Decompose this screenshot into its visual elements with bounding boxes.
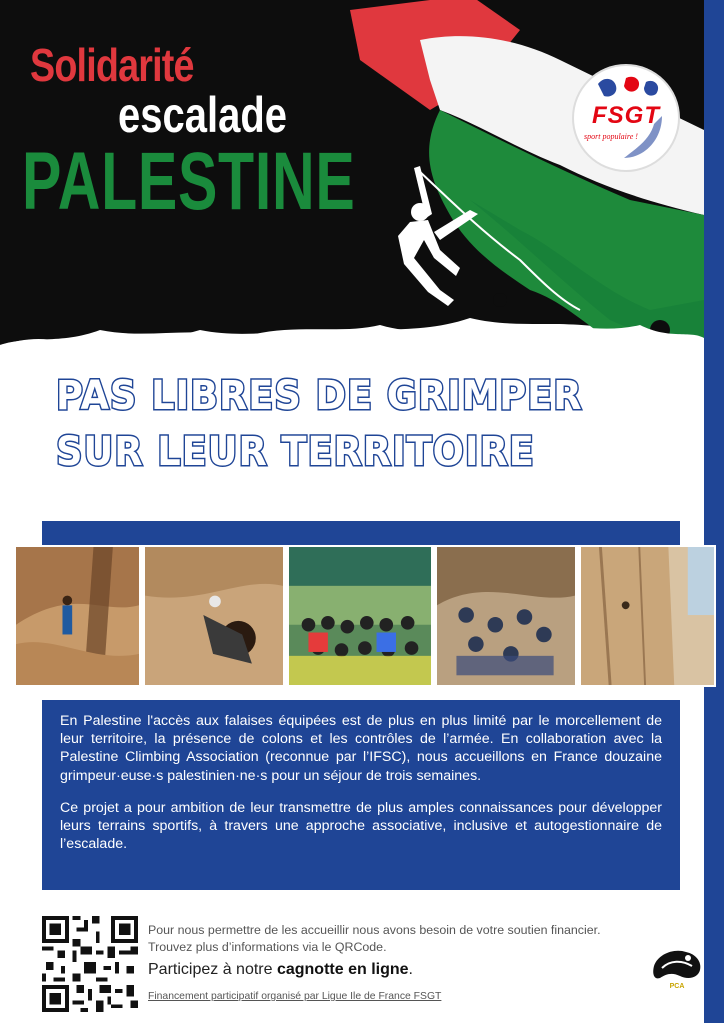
footer-support-text: Pour nous permettre de les accueillir nous avons besoin de votre soutien financier. Trouvez plus d’informations via le QRCode. bbox=[148, 923, 601, 954]
photo-climber-cliff bbox=[14, 545, 141, 687]
headline-line-2: SUR LEUR TERRITOIRE bbox=[56, 429, 535, 475]
footer-note-link[interactable]: Financement participatif organisé par Ligue Ile de France FSGT bbox=[148, 991, 442, 1002]
title-palestine: PALESTINE bbox=[22, 136, 356, 227]
cta-prefix: Participez à notre bbox=[148, 961, 277, 978]
fsgt-logo[interactable] bbox=[574, 66, 678, 170]
qr-code[interactable] bbox=[42, 916, 138, 1012]
photo-group-outdoor bbox=[435, 545, 577, 687]
title-solidarite: Solidarité bbox=[30, 39, 194, 91]
headline-line-1: PAS LIBRES DE GRIMPER bbox=[56, 373, 583, 419]
side-accent-bar bbox=[704, 0, 724, 1023]
description-paragraph-1: En Palestine l'accès aux falaises équipées est de plus en plus limité par le morcellement de leur territoire, la présence de colons et les contrôles de l’armée. En collaboration avec la Palestine Climbing Association (reconnue par l’IFSC), nous accueillons en France douzaine grimpeur·euse·s palestinien·ne·s pour un séjour de trois semaines. bbox=[60, 713, 662, 784]
pca-logo-text: PCA bbox=[669, 983, 685, 990]
cta-link[interactable]: cagnotte en ligne bbox=[276, 961, 409, 978]
footer-cta bbox=[148, 957, 618, 983]
cta-suffix: . bbox=[408, 961, 413, 978]
photo-group-gym bbox=[287, 545, 433, 687]
photo-climber-rock bbox=[143, 545, 285, 687]
photo-cliff-wall bbox=[579, 545, 716, 687]
fsgt-logo-text: FSGT bbox=[592, 102, 660, 129]
description-box bbox=[42, 700, 680, 890]
poster-title bbox=[22, 39, 362, 227]
title-escalade: escalade bbox=[118, 87, 288, 143]
headline bbox=[56, 368, 676, 480]
footer-text bbox=[148, 922, 618, 1002]
description-paragraph-2: Ce projet a pour ambition de leur transmettre de plus amples connaissances pour développer leurs terrains sportifs, à travers une approche associative, inclusive et autogestionnaire de l’escalade. bbox=[60, 799, 662, 853]
fsgt-tagline: sport populaire ! bbox=[584, 132, 638, 141]
photo-strip bbox=[14, 545, 716, 693]
pca-logo bbox=[648, 944, 706, 992]
blue-divider bbox=[42, 521, 680, 545]
